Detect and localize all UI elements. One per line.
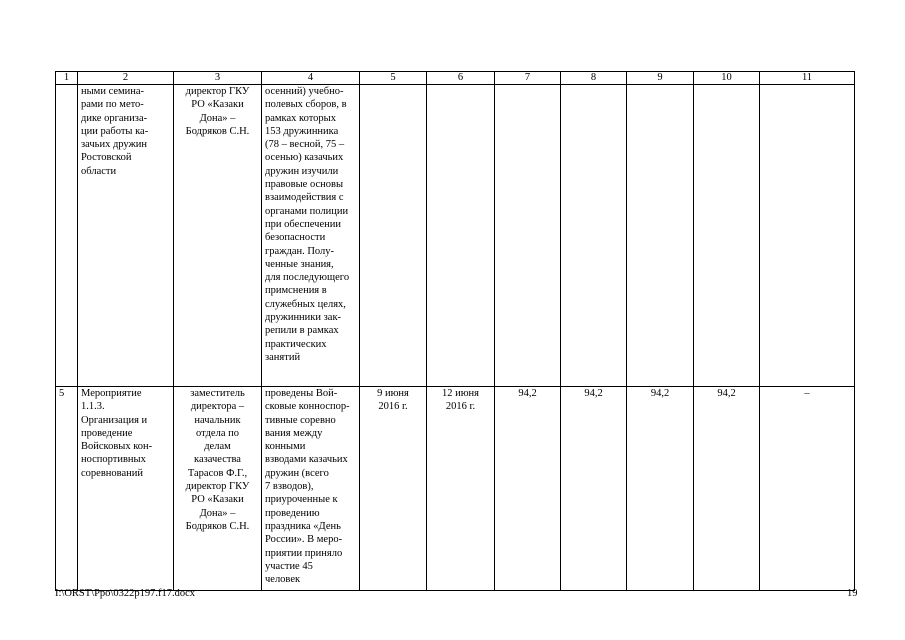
table-row [56,387,855,591]
result-description: проведены Вой- сковые конноспор- тивные соревно вания между конными взводами казачьих дружин (всего 7 взводов), приуроченные к проведению праздника «День России». В меро- приятии приняло участие 45 человек [262,387,360,591]
value-col-8 [561,85,627,387]
actual-date: 12 июня 2016 г. [427,387,495,591]
planned-date [360,85,427,387]
actual-date [427,85,495,387]
col-header-8: 8 [561,72,627,85]
value-col-8: 94,2 [561,387,627,591]
main-table [55,71,855,591]
value-col-9: 94,2 [627,387,694,591]
event-name: Мероприятие 1.1.3. Организация и проведение Войсковых кон- носпортивных соревнований [78,387,174,591]
col-header-2: 2 [78,72,174,85]
col-header-10: 10 [694,72,760,85]
row-number: 5 [56,387,78,591]
col-header-7: 7 [495,72,561,85]
col-header-11: 11 [760,72,855,85]
page-number: 19 [847,588,858,599]
value-col-7 [495,85,561,387]
column-number-row [56,72,855,85]
responsible-person: директор ГКУ РО «Казаки Дона» – Бодряков С.Н. [174,85,262,387]
col-header-3: 3 [174,72,262,85]
value-col-10: 94,2 [694,387,760,591]
col-header-1: 1 [56,72,78,85]
col-header-9: 9 [627,72,694,85]
table-row [56,85,855,387]
col-header-6: 6 [427,72,495,85]
value-col-11: – [760,387,855,591]
event-name: ными семина- рами по мето- дике организа- ции работы ка- зачьих дружин Ростовской области [78,85,174,387]
result-description: осенний) учебно- полевых сборов, в рамках которых 153 дружинника (78 – весной, 75 – осенью) казачьих дружин изучили правовые основы взаимодействия с органами полиции при обеспечении безопасности граждан. Полу- ченные знания, для последующего примснения в служебных целях, дружинники зак- репили в рамках практических занятий [262,85,360,387]
responsible-person: заместитель директора – начальник отдела по делам казачества Тарасов Ф.Г., директор ГКУ РО «Казаки Дона» – Бодряков С.Н. [174,387,262,591]
value-col-11 [760,85,855,387]
col-header-4: 4 [262,72,360,85]
planned-date: 9 июня 2016 г. [360,387,427,591]
col-header-5: 5 [360,72,427,85]
value-col-9 [627,85,694,387]
value-col-7: 94,2 [495,387,561,591]
value-col-10 [694,85,760,387]
row-number [56,85,78,387]
document-path: I:\ORST\Ppo\0322p197.f17.docx [55,588,196,599]
